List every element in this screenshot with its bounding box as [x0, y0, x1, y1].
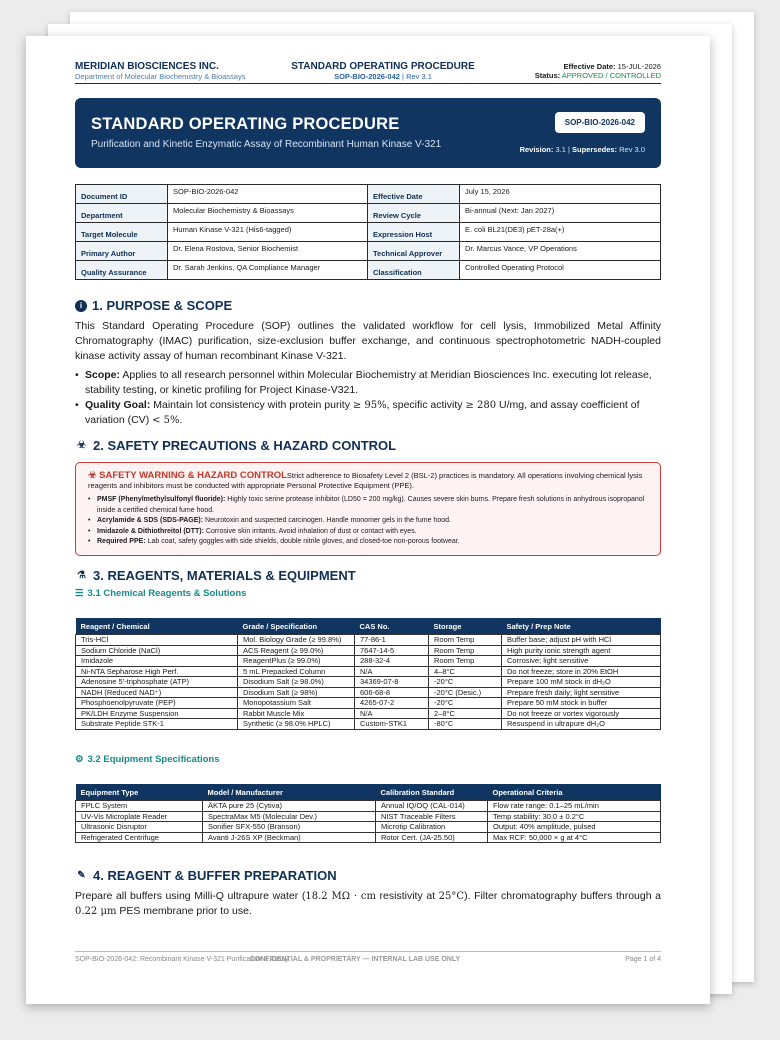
table-cell: Rotor Cert. (JA-25.50)	[376, 832, 488, 843]
table-cell: Avanti J-26S XP (Beckman)	[203, 832, 376, 843]
title-banner	[75, 98, 661, 168]
purpose-list	[75, 368, 661, 428]
table-cell: Adenosine 5'-triphosphate (ATP)	[76, 677, 238, 688]
equipment-row	[76, 822, 661, 833]
status-value: APPROVED / CONTROLLED	[561, 71, 661, 80]
reagent-row	[76, 687, 661, 698]
column-header: Calibration Standard	[376, 784, 488, 801]
info-value: Bi-annual (Next: Jan 2027)	[460, 204, 661, 223]
table-cell: Do not freeze; store in 20% EtOH	[502, 666, 661, 677]
table-cell: Refrigerated Centrifuge	[76, 832, 203, 843]
table-cell: Custom-STK1	[355, 719, 429, 730]
table-cell: Ultrasonic Disruptor	[76, 822, 203, 833]
column-header: Grade / Specification	[238, 618, 355, 635]
goal-text: U/mg, and assay coefficient of variation (CV)	[85, 399, 640, 426]
scope-text: Applies to all research personnel within Molecular Biochemistry at Meridian Biosciences Inc. executing lot release, stability testing, or kinetic profiling for Project Kinase-V321.	[85, 369, 652, 396]
subsection-equipment	[75, 754, 661, 766]
table-cell: 2–8°C	[429, 708, 502, 719]
safety-warning-box	[75, 462, 661, 556]
hazard-label: PMSF (Phenylmethylsulfonyl fluoride):	[97, 496, 226, 503]
table-cell: Substrate Peptide STK-1	[76, 719, 238, 730]
info-row	[76, 261, 661, 280]
buffer-text: Prepare all buffers using Milli-Q ultrapure water (	[75, 890, 306, 902]
info-label: Document ID	[76, 185, 168, 204]
table-cell: Annual IQ/OQ (CAL-014)	[376, 801, 488, 812]
table-cell: -20°C	[429, 698, 502, 709]
gears-icon: ⚙	[75, 753, 84, 765]
table-cell: Monopotassium Salt	[238, 698, 355, 709]
table-cell: ACS Reagent (≥ 99.0%)	[238, 645, 355, 656]
hazard-text: Corrosive skin irritants. Avoid inhalation of dust or contact with eyes.	[205, 527, 417, 535]
table-cell: Room Temp	[429, 645, 502, 656]
table-cell: Ni-NTA Sepharose High Perf.	[76, 666, 238, 677]
goal-text: , specific activity	[386, 399, 463, 411]
resistivity-value: 18.2 MΩ · cm	[305, 891, 376, 902]
info-label: Department	[76, 204, 168, 223]
table-cell: -20°C	[429, 677, 502, 688]
subsection-3-1-heading: 3.1 Chemical Reagents & Solutions	[87, 587, 247, 599]
page-number: Page 1 of 4	[625, 956, 661, 963]
column-header: Storage	[429, 618, 502, 635]
list-item	[75, 368, 661, 398]
column-header: Operational Criteria	[488, 784, 661, 801]
table-cell: Prepare fresh daily; light sensitive	[502, 687, 661, 698]
hazard-item	[88, 537, 648, 548]
column-header: Safety / Prep Note	[502, 618, 661, 635]
equipment-row	[76, 811, 661, 822]
revision-label: Revision:	[519, 145, 554, 154]
info-value: Dr. Elena Rostova, Senior Biochemist	[168, 242, 368, 261]
section-4-heading: 4. REAGENT & BUFFER PREPARATION	[93, 868, 337, 883]
reagent-row	[76, 656, 661, 667]
info-value: Human Kinase V-321 (His6-tagged)	[168, 223, 368, 242]
table-cell: N/A	[355, 666, 429, 677]
column-header: Reagent / Chemical	[76, 618, 238, 635]
hazard-item	[88, 527, 648, 538]
effective-date-value: 15-JUL-2026	[617, 62, 661, 71]
column-header: Model / Manufacturer	[203, 784, 376, 801]
column-header: CAS No.	[355, 618, 429, 635]
info-row	[76, 223, 661, 242]
table-cell: Phosphoenolpyruvate (PEP)	[76, 698, 238, 709]
table-cell: SpectraMax M5 (Molecular Dev.)	[203, 811, 376, 822]
reagents-table	[75, 618, 661, 730]
table-cell: Prepare 50 mM stock in buffer	[502, 698, 661, 709]
buffer-text: resistivity at	[375, 890, 439, 902]
goal-text: .	[179, 414, 183, 426]
footer-confidentiality: CONFIDENTIAL & PROPRIETARY — INTERNAL LAB USE ONLY	[250, 956, 461, 963]
table-cell: Resuspend in ultrapure dH₂O	[502, 719, 661, 730]
section-purpose-title	[75, 298, 661, 314]
info-label: Technical Approver	[368, 242, 460, 261]
table-cell: Buffer base; adjust pH with HCl	[502, 635, 661, 646]
info-row	[76, 242, 661, 261]
buffer-text: PES membrane prior to use.	[116, 905, 252, 917]
warning-title	[88, 470, 287, 481]
info-label: Classification	[368, 261, 460, 280]
section-buffer-title	[75, 868, 661, 884]
status-label: Status:	[534, 71, 561, 80]
hazard-text: Highly toxic serine protease inhibitor (LD50 = 200 mg/kg). Causes severe skin burns. Prepare fresh solutions in anhydrous isopropanol inside a certified chemical fume hood.	[97, 496, 645, 514]
table-cell: Room Temp	[429, 656, 502, 667]
info-label: Primary Author	[76, 242, 168, 261]
table-cell: PK/LDH Enzyme Suspension	[76, 708, 238, 719]
table-cell: -20°C (Desic.)	[429, 687, 502, 698]
table-cell: Corrosive; light sensitive	[502, 656, 661, 667]
table-cell: Prepare 100 mM stock in dH₂O	[502, 677, 661, 688]
table-cell: Disodium Salt (≥ 98%)	[238, 687, 355, 698]
buffer-text: ). Filter chromatography buffers through a	[464, 890, 661, 902]
table-cell: 34369-07-8	[355, 677, 429, 688]
reagent-row	[76, 635, 661, 646]
table-cell: 288-32-4	[355, 656, 429, 667]
warning-title-text: SAFETY WARNING & HAZARD CONTROL	[99, 470, 287, 481]
info-value: Dr. Marcus Vance, VP Operations	[460, 242, 661, 261]
table-cell: Sodium Chloride (NaCl)	[76, 645, 238, 656]
hazard-label: Required PPE:	[97, 538, 146, 545]
section-3-heading: 3. REAGENTS, MATERIALS & EQUIPMENT	[93, 567, 356, 583]
biohazard-icon: ☣	[88, 470, 97, 481]
table-cell: Max RCF: 50,000 × g at 4°C	[488, 832, 661, 843]
table-cell: Rabbit Muscle Mix	[238, 708, 355, 719]
document-info-table	[75, 184, 661, 280]
supersedes-value: Rev 3.0	[619, 145, 645, 154]
section-1-heading: 1. PURPOSE & SCOPE	[92, 298, 233, 313]
subsection-3-2-heading: 3.2 Equipment Specifications	[87, 753, 220, 765]
subsection-reagents	[75, 588, 661, 600]
list-icon: ☰	[75, 587, 84, 599]
hazard-label: Imidazole & Dithiothreitol (DTT):	[97, 527, 204, 535]
info-label: Target Molecule	[76, 223, 168, 242]
info-value: E. coli BL21(DE3) pET-28a(+)	[460, 223, 661, 242]
table-cell: NADH (Reduced NAD⁺)	[76, 687, 238, 698]
info-icon: i	[75, 300, 87, 312]
supersedes-label: Supersedes:	[572, 145, 618, 154]
page-footer	[75, 951, 661, 963]
company-name: MERIDIAN BIOSCIENCES INC.	[75, 61, 219, 72]
info-label: Expression Host	[368, 223, 460, 242]
membrane-size: 0.22 μm	[75, 906, 117, 917]
effective-date-label: Effective Date:	[563, 62, 616, 71]
revision-info: Revision: 3.1 | Supersedes: Rev 3.0	[519, 145, 645, 154]
table-cell: 7647-14-5	[355, 645, 429, 656]
purpose-paragraph: This Standard Operating Procedure (SOP) outlines the validated workflow for cell lysis, Immobilized Metal Affinity Chromatography (IMAC) purification, size-exclusion buffer exchange, and continuous spectrophotometric NADH-coupled kinase activity assay of human recombinant Kinase V-321.	[75, 320, 661, 362]
reagent-row	[76, 719, 661, 730]
table-cell: Imidazole	[76, 656, 238, 667]
list-item	[75, 398, 661, 428]
goal-cv: < 5%	[152, 415, 180, 426]
goal-activity: ≥ 280	[465, 400, 497, 411]
buffer-paragraph	[75, 889, 661, 919]
document-code: SOP-BIO-2026-042	[334, 72, 400, 81]
section-safety-title	[75, 438, 661, 454]
reagent-row	[76, 677, 661, 688]
table-cell: Disodium Salt (≥ 98.0%)	[238, 677, 355, 688]
revision-value: 3.1	[555, 145, 566, 154]
info-value: Molecular Biochemistry & Bioassays	[168, 204, 368, 223]
banner-title: STANDARD OPERATING PROCEDURE	[91, 115, 400, 133]
table-cell: NIST Traceable Filters	[376, 811, 488, 822]
info-value: Controlled Operating Protocol	[460, 261, 661, 280]
table-cell: Room Temp	[429, 635, 502, 646]
equipment-row	[76, 801, 661, 812]
table-cell: Tris-HCl	[76, 635, 238, 646]
info-value: SOP-BIO-2026-042	[168, 185, 368, 204]
reagent-row	[76, 708, 661, 719]
table-cell: N/A	[355, 708, 429, 719]
table-cell: Output: 40% amplitude, pulsed	[488, 822, 661, 833]
section-2-heading: 2. SAFETY PRECAUTIONS & HAZARD CONTROL	[93, 438, 397, 453]
table-cell: High purity ionic strength agent	[502, 645, 661, 656]
table-cell: 5 mL Prepacked Column	[238, 666, 355, 677]
table-cell: ReagentPlus (≥ 99.0%)	[238, 656, 355, 667]
hazard-text: Neurotoxin and suspected carcinogen. Handle monomer gels in the fume hood.	[205, 517, 451, 524]
warning-text: Strict adherence to Biosafety Level 2 (BSL-2) practices is mandatory. All operations involving chemical lysis reagents and inhibitors must be conducted with appropriate Personal Protective Equipment (PPE).	[88, 471, 643, 490]
pipette-icon: ✎	[77, 870, 86, 881]
footer-document-title: SOP-BIO-2026-042: Recombinant Kinase V-321 Purification & Assay	[75, 956, 289, 963]
goal-text: Maintain lot consistency with protein purity	[153, 399, 350, 411]
table-cell: Microtip Calibration	[376, 822, 488, 833]
document-revision: | Rev 3.1	[402, 72, 432, 81]
info-value: Dr. Sarah Jenkins, QA Compliance Manager	[168, 261, 368, 280]
table-cell: Mol. Biology Grade (≥ 99.8%)	[238, 635, 355, 646]
temperature-value: 25°C	[438, 891, 465, 902]
table-cell: Sonifier SFX-550 (Branson)	[203, 822, 376, 833]
table-cell: ÄKTA pure 25 (Cytiva)	[203, 801, 376, 812]
hazard-item	[88, 516, 648, 527]
document-code-badge: SOP-BIO-2026-042	[555, 112, 645, 133]
reagent-row	[76, 645, 661, 656]
table-cell: 77-86-1	[355, 635, 429, 646]
table-cell: 4265-07-2	[355, 698, 429, 709]
document-type: STANDARD OPERATING PROCEDURE	[291, 61, 475, 72]
equipment-table	[75, 784, 661, 844]
hazard-list	[88, 495, 648, 548]
flask-icon: ⚗	[77, 569, 86, 581]
hazard-text: Lab coat, safety goggles with side shields, double nitrile gloves, and closed-toe non-porous footwear.	[147, 538, 460, 545]
info-label: Effective Date	[368, 185, 460, 204]
page-header	[75, 62, 661, 84]
table-cell: -80°C	[429, 719, 502, 730]
section-reagents-title	[75, 568, 661, 584]
table-cell: Flow rate range: 0.1–25 mL/min	[488, 801, 661, 812]
table-cell: Temp stability: 30.0 ± 0.2°C	[488, 811, 661, 822]
biohazard-icon: ☣	[77, 440, 86, 451]
info-row	[76, 204, 661, 223]
info-row	[76, 185, 661, 204]
info-value: July 15, 2026	[460, 185, 661, 204]
table-cell: UV-Vis Microplate Reader	[76, 811, 203, 822]
equipment-row	[76, 832, 661, 843]
info-label: Review Cycle	[368, 204, 460, 223]
goal-label: Quality Goal:	[85, 399, 151, 411]
department-name: Department of Molecular Biochemistry & Bioassays	[75, 72, 246, 81]
reagent-row	[76, 698, 661, 709]
table-cell: Do not freeze or vortex vigorously	[502, 708, 661, 719]
info-label: Quality Assurance	[76, 261, 168, 280]
document-page	[26, 36, 710, 1004]
hazard-item	[88, 495, 648, 516]
scope-label: Scope:	[85, 369, 121, 381]
reagent-row	[76, 666, 661, 677]
banner-subtitle: Purification and Kinetic Enzymatic Assay of Recombinant Human Kinase V-321	[91, 139, 442, 150]
table-cell: Synthetic (≥ 98.0% HPLC)	[238, 719, 355, 730]
table-cell: 606-68-8	[355, 687, 429, 698]
table-cell: 4–8°C	[429, 666, 502, 677]
table-cell: FPLC System	[76, 801, 203, 812]
hazard-label: Acrylamide & SDS (SDS-PAGE):	[97, 517, 204, 524]
column-header: Equipment Type	[76, 784, 203, 801]
goal-purity: ≥ 95%	[352, 400, 387, 411]
